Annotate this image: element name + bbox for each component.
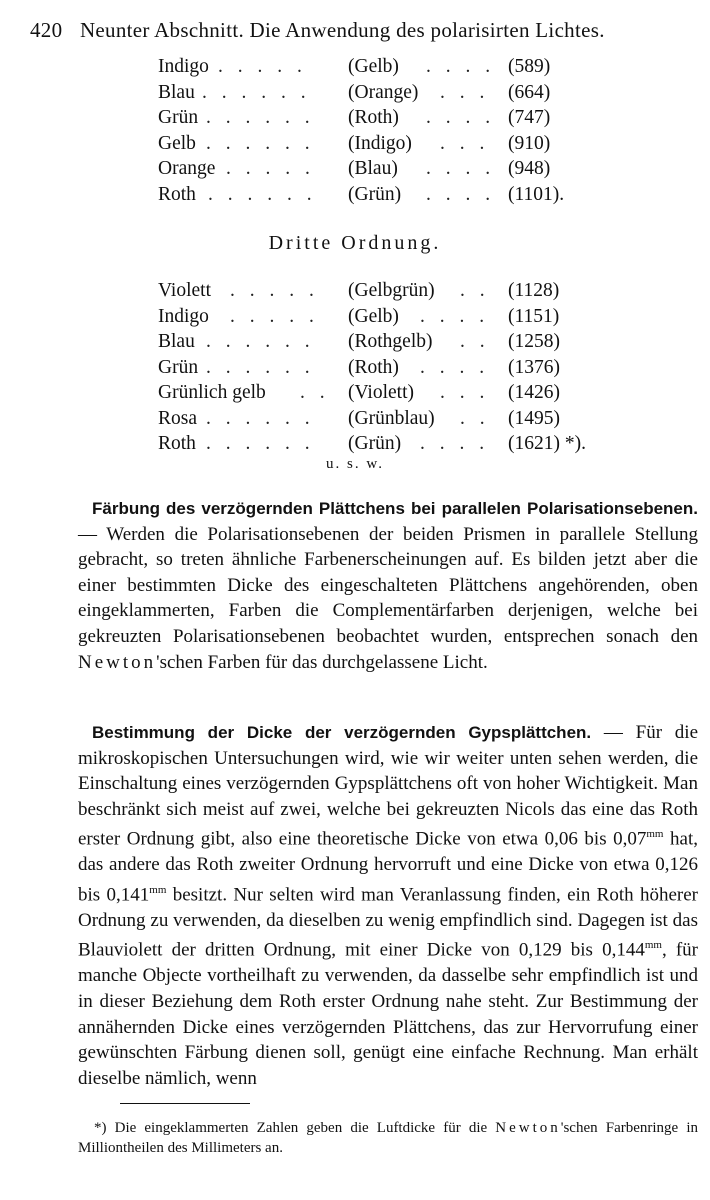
table-row: Orange . . . . . (Blau) . . . . (948) — [158, 158, 551, 179]
section-heading: Dritte Ordnung. — [268, 232, 442, 254]
air-thickness: (1151) — [508, 305, 560, 327]
complement-color: (Roth) — [348, 107, 399, 128]
color-table-second-order — [158, 56, 618, 209]
complement-color: (Violett) — [348, 382, 414, 403]
complement-color: (Grün) — [348, 183, 402, 205]
complement-color: (Indigo) — [348, 132, 412, 154]
color-name: Blau — [158, 81, 195, 103]
color-name: Rosa — [158, 407, 197, 429]
footnote: *) Die eingeklammerten Zahlen geben die Luftdicke für die Newton'schen Farbenringe in Milliontheilen des Millimeters an. — [78, 1120, 699, 1156]
und-so-weiter: u. s. w. — [326, 456, 384, 472]
paragraph-parallel-polarization: Färbung des verzögernden Plättchens bei parallelen Polarisationsebenen. — Werden die Polarisationsebenen der beiden Prismen in parallele Stellung gebracht, so treten ähnliche Farbenerscheinungen auf. Es bilden jetzt aber die einer bestimmten Dicke des eingeschalteten Plättchens angehörenden, oben eingeklammerten, Farben die Complementärfarben derjenigen, welche bei gekreuzten Polarisationsebenen beobachtet wurden, entsprechen sonach den Newton'schen Farben für das durchgelassene Licht. — [78, 499, 698, 673]
table-row: Rosa . . . . . . (Grünblau) . . (1495) — [158, 407, 560, 429]
table-row: Grün . . . . . . (Roth) . . . . (1376) — [158, 356, 560, 378]
air-thickness: (1426) — [508, 382, 560, 403]
footnote-divider — [120, 1103, 250, 1104]
color-name: Indigo — [158, 56, 209, 77]
color-name: Orange — [158, 158, 216, 179]
table-row: Roth . . . . . . (Grün) . . . . (1621) *). — [158, 433, 586, 454]
table-row: Blau . . . . . . (Rothgelb) . . (1258) — [158, 331, 560, 352]
running-title: Neunter Abschnitt. Die Anwendung des polarisirten Lichtes. — [79, 18, 605, 42]
complement-color: (Blau) — [348, 158, 398, 179]
color-table-third-order — [158, 280, 618, 459]
air-thickness: (747) — [508, 107, 551, 128]
air-thickness: (1128) — [508, 280, 560, 301]
complement-color: (Gelb) — [348, 305, 399, 327]
air-thickness: (1101). — [508, 183, 565, 205]
air-thickness: (1258) — [508, 331, 560, 352]
paragraph-gypsum-thickness: Bestimmung der Dicke der verzögernden Gypsplättchen. — Für die mikroskopischen Untersuchungen wird, wie wir weiter unten sehen werden, die Einschaltung eines verzögernden Gypsplättchens oft von hoher Wichtigkeit. Man beschränkt sich meist auf zwei, welche bei gekreuzten Nicols das eine das Roth erster Ordnung gibt, also eine theoretische Dicke von etwa 0,06 bis $0,07^{mm}$ hat, das andere das Roth zweiter Ordnung hervorruft und eine Dicke von etwa 0,126 bis $0,141^{mm}$ besitzt. Nur selten wird man Veranlassung finden, ein Roth höherer Ordnung zu verwenden, da dieselben zu wenig empfindlich sind. Dagegen ist das Blauviolett der dritten Ordnung, mit einer Dicke von 0,129 bis $0,144^{mm}$, für manche Objecte vortheilhaft zu verwenden, da dasselbe sehr empfindlich ist und in dieser Beziehung dem Roth erster Ordnung nahe steht. Zur Bestimmung der annähernden Dicke eines verzögernden Plättchens, das zur Hervorrufung einer gewünschten Färbung dienen soll, genügt eine einfache Rechnung. Man erhält dieselbe nämlich, wenn — [78, 722, 699, 1089]
person-name: Newton — [78, 651, 157, 673]
color-name: Gelb — [158, 132, 196, 154]
table-row: Blau . . . . . . (Orange) . . . (664) — [158, 81, 551, 103]
complement-color: (Orange) — [348, 81, 419, 103]
color-name: Blau — [158, 331, 195, 352]
table-row: Violett . . . . . (Gelbgrün) . . (1128) — [158, 280, 560, 301]
complement-color: (Grünblau) — [348, 407, 435, 429]
color-name: Indigo — [158, 305, 209, 327]
air-thickness: (1495) — [508, 407, 560, 429]
paragraph-lead: Färbung des verzögernden Plättchens bei parallelen Polarisationsebenen. — [92, 499, 698, 518]
person-name: Newton — [495, 1120, 561, 1136]
air-thickness: (1621) *). — [508, 433, 586, 454]
air-thickness: (1376) — [508, 356, 560, 378]
paragraph-lead: Bestimmung der Dicke der verzögernden Gypsplättchen. — [92, 723, 592, 742]
table-row: Gelb . . . . . . (Indigo) . . . (910) — [158, 132, 551, 154]
table-row: Indigo . . . . . (Gelb) . . . . (589) — [158, 56, 551, 77]
color-name: Grün — [158, 356, 199, 378]
table-row: Grünlich gelb . . (Violett) . . . (1426) — [158, 382, 560, 403]
table-row: Roth . . . . . . (Grün) . . . . (1101). — [158, 183, 565, 205]
color-name: Roth — [158, 183, 196, 205]
complement-color: (Roth) — [348, 356, 399, 378]
color-name: Grün — [158, 107, 199, 128]
color-name: Grünlich gelb — [158, 382, 266, 403]
air-thickness: (589) — [508, 56, 551, 77]
complement-color: (Rothgelb) — [348, 331, 433, 352]
page-number: 420 — [30, 18, 63, 42]
air-thickness: (910) — [508, 132, 551, 154]
complement-color: (Gelbgrün) — [348, 280, 435, 301]
color-name: Violett — [158, 280, 211, 301]
table-row: Grün . . . . . . (Roth) . . . . (747) — [158, 107, 551, 128]
table-row: Indigo . . . . . (Gelb) . . . . (1151) — [158, 305, 560, 327]
air-thickness: (948) — [508, 158, 551, 179]
complement-color: (Gelb) — [348, 56, 399, 77]
air-thickness: (664) — [508, 81, 551, 103]
color-name: Roth — [158, 433, 196, 454]
running-header — [30, 18, 690, 43]
complement-color: (Grün) — [348, 433, 402, 454]
